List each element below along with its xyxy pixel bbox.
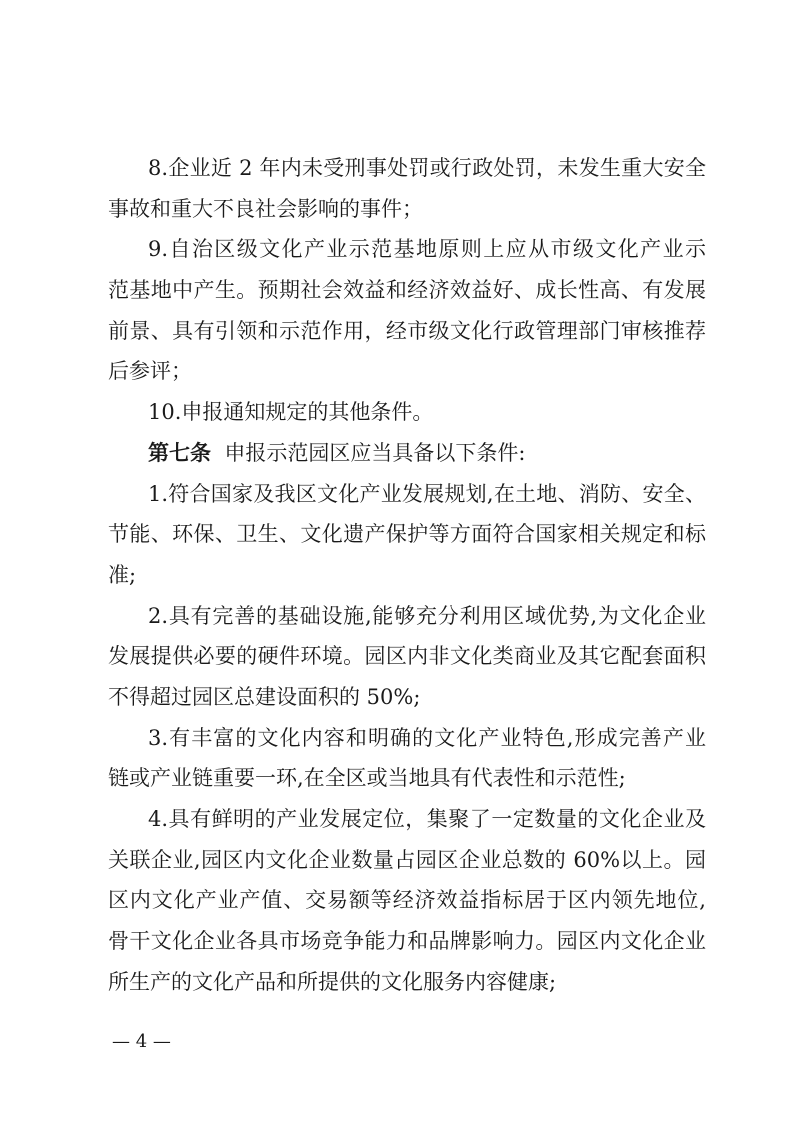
text-line: 骨干文化企业各具市场竞争能力和品牌影响力。园区内文化企业 [108,929,706,954]
text-line: 链或产业链重要一环,在全区或当地具有代表性和示范性; [108,766,626,791]
text-line: 2.具有完善的基础设施,能够充分利用区域优势,为文化企业 [148,603,706,628]
text-line: 节能、环保、卫生、文化遗产保护等方面符合国家相关规定和标 [108,522,706,547]
paragraph-cond-2 [108,596,706,718]
text-line: 发展提供必要的硬件环境。园区内非文化类商业及其它配套面积 [108,644,706,669]
article-heading: 第七条 [148,440,211,465]
text-line [108,433,706,474]
text-line: 关联企业,园区内文化企业数量占园区企业总数的 60%以上。园 [108,847,706,872]
text-line: 区内文化产业产值、交易额等经济效益指标居于区内领先地位, [108,888,706,913]
text-line: 准; [108,562,137,587]
paragraph-item-8 [108,148,706,229]
paragraph-cond-4 [108,799,706,1002]
text-line: 8.企业近 2 年内未受刑事处罚或行政处罚，未发生重大安全 [148,156,706,180]
text-line: 所生产的文化产品和所提供的文化服务内容健康; [108,969,557,994]
article-text: 申报示范园区应当具备以下条件: [224,440,526,465]
paragraph-cond-3 [108,718,706,799]
paragraph-cond-1 [108,474,706,596]
page-number: — 4 — [112,1031,171,1052]
text-line: 10.申报通知规定的其他条件。 [148,400,434,425]
paragraph-article-7 [108,433,706,474]
text-line: 事故和重大不良社会影响的事件； [108,196,423,221]
text-line: 后参评； [108,359,192,384]
text-line: 9.自治区级文化产业示范基地原则上应从市级文化产业示 [148,237,706,262]
text-line: 前景、具有引领和示范作用，经市级文化行政管理部门审核推荐 [108,318,706,343]
text-line: 不得超过园区总建设面积的 50%; [108,684,421,709]
text-line: 4.具有鲜明的产业发展定位，集聚了一定数量的文化企业及 [148,807,706,831]
text-line: 1.符合国家及我区文化产业发展规划,在土地、消防、安全、 [148,481,706,506]
text-line: 范基地中产生。预期社会效益和经济效益好、成长性高、有发展 [108,278,706,303]
paragraph-item-10 [108,392,706,433]
text-line: 3.有丰富的文化内容和明确的文化产业特色,形成完善产业 [148,725,706,750]
document-body [108,148,706,1002]
paragraph-item-9 [108,229,706,392]
